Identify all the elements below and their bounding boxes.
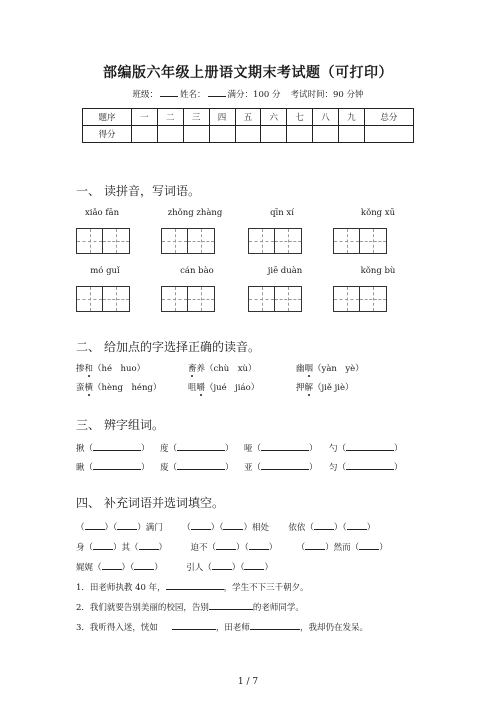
sentence-2 [76,600,304,613]
score-cell[interactable] [287,126,313,143]
section-title: 读拼音，写词语。 [104,184,201,198]
score-cell[interactable] [339,126,365,143]
base-char: 废（ [160,463,178,473]
score-table-row [83,126,414,143]
pinyin-label: xiǎo fān [84,208,120,218]
base-char: 勺（ [329,444,347,454]
section-2-heading [76,338,260,355]
section-3-heading [76,416,164,433]
sentence-text: 1．田老师执教 40 年， [76,583,166,593]
idiom-text: ）（ [121,563,135,573]
answer-blank[interactable] [346,441,394,451]
word-group-item[interactable] [244,460,318,473]
idiom-blank[interactable] [85,520,105,530]
page-title: 部编版六年级上册语文期末考试题（可打印） [103,65,393,81]
idiom-text: ）（ [235,543,249,553]
score-header-cell: 八 [313,109,339,126]
answer-blank[interactable] [177,460,225,470]
word-group-item[interactable] [329,441,403,454]
score-table-header [83,109,414,126]
answer-blank[interactable] [177,441,225,451]
class-blank[interactable] [160,88,178,97]
idiom-text: ） [264,563,273,573]
idiom-text: ） [268,543,278,553]
idiom-blank[interactable] [249,540,269,550]
writing-grid[interactable] [76,286,130,312]
close-paren: ） [141,444,150,454]
writing-grid[interactable] [333,228,387,254]
close-paren: ） [309,444,318,454]
score-header-cell: 总分 [364,109,413,126]
score-header-cell: 五 [235,109,261,126]
idiom-line-1 [76,520,375,533]
idiom-blank[interactable] [134,560,154,570]
reading-options: （hèng héng） [93,383,162,393]
base-char: 度（ [160,444,178,454]
score-cell[interactable] [235,126,261,143]
close-paren: ） [394,463,403,473]
dotted-char: 横 [84,383,94,393]
idiom-blank[interactable] [244,560,264,570]
idiom-text: （ [182,523,191,533]
sentence-text: ，我却仍在发呆。 [299,623,368,633]
dotted-char: 和 [84,364,94,374]
pinyin-label: zhǒng zhàng [167,208,223,218]
section-4-heading [76,494,224,511]
score-header-cell: 九 [339,109,365,126]
score-cell[interactable] [364,126,413,143]
section-number: 一、 [76,184,101,198]
idiom-text: ）（ [104,523,118,533]
section-number: 三、 [76,418,101,432]
idiom-text: ）其（ [113,543,139,553]
score-cell[interactable] [209,126,235,143]
pinyin-label: qīn xí [270,208,294,218]
idiom-blank[interactable] [93,540,113,550]
score-header-cell: 二 [157,109,183,126]
idiom-blank[interactable] [212,560,232,570]
idiom-text: ） [366,523,376,533]
word-group-item[interactable] [76,460,150,473]
score-row-label: 得分 [83,126,132,143]
idiom-text: （ [76,523,85,533]
idiom-text: 迫不（ [190,543,216,553]
name-blank[interactable] [208,88,226,97]
score-header-cell: 六 [261,109,287,126]
idiom-text: （ [296,543,306,553]
idiom-blank[interactable] [305,540,325,550]
writing-grid[interactable] [161,286,215,312]
reading-options: （jué jiáo） [205,383,260,393]
word-group-item[interactable] [244,441,318,454]
idiom-text: ）（ [210,523,224,533]
idiom-blank[interactable] [117,520,137,530]
score-cell[interactable] [157,126,183,143]
base-char: 亚（ [244,463,262,473]
answer-blank[interactable] [261,460,309,470]
writing-grid[interactable] [248,286,302,312]
idiom-text: ） [154,563,163,573]
section-title: 给加点的字选择正确的读音。 [104,340,261,354]
writing-grid[interactable] [248,228,302,254]
sentence-1 [76,580,309,593]
word-group-item[interactable] [160,460,234,473]
idiom-line-2 [76,540,388,553]
reading-item[interactable] [76,362,145,374]
section-title: 辨字组词。 [104,418,165,432]
pinyin-label: kǒng bù [360,266,396,276]
sentence-text: 3．我听得入迷，恍如 [76,623,158,633]
page-number: 1 / 7 [237,677,259,687]
score-cell[interactable] [183,126,209,143]
class-label: 班级： [132,90,159,100]
reading-options: （hé huo） [93,364,146,374]
dotted-char: 解 [304,383,314,393]
close-paren: ） [141,463,150,473]
reading-item[interactable] [188,362,257,374]
score-header-cell: 三 [183,109,209,126]
close-paren: ） [225,444,234,454]
idiom-blank[interactable] [191,520,211,530]
reading-word: 咀嚼 [188,383,206,393]
idiom-text: ） [158,543,168,553]
reading-options: （jiě jiè） [313,383,354,393]
idiom-blank[interactable] [102,560,122,570]
pinyin-label: mó guǐ [90,266,120,276]
idiom-text: ） [379,543,388,553]
reading-item[interactable] [76,381,161,393]
idiom-text: ）相处 [243,523,269,533]
score-header-cell: 题序 [83,109,132,126]
dotted-char: 嚼 [196,383,206,393]
sentence-blank[interactable] [166,580,224,590]
base-char: 匀（ [329,463,347,473]
sentence-text: ，田老师 [215,623,250,633]
sentence-blank[interactable] [172,620,216,630]
reading-item[interactable] [188,381,259,393]
score-cell[interactable] [313,126,339,143]
sentence-3 [76,620,368,633]
writing-grid[interactable] [76,228,130,254]
section-number: 四、 [76,496,101,510]
base-char: 哑（ [244,444,262,454]
score-cell[interactable] [132,126,158,143]
reading-options: （yàn yè） [313,364,364,374]
writing-grid[interactable] [161,228,215,254]
word-group-item[interactable] [329,460,403,473]
close-paren: ） [225,463,234,473]
score-cell[interactable] [261,126,287,143]
section-number: 二、 [76,340,101,354]
dotted-char: 咽 [304,364,314,374]
sentence-blank[interactable] [250,620,300,630]
idiom-text: 身（ [76,543,94,553]
answer-blank[interactable] [93,441,141,451]
idiom-text: ）然而（ [325,543,360,553]
section-title: 补充词语并选词填空。 [104,496,225,510]
reading-word: 掺和 [76,364,94,374]
score-header-cell: 七 [287,109,313,126]
close-paren: ） [309,463,318,473]
pinyin-label: jiē duàn [267,266,303,276]
reading-word: 蛮横 [76,383,94,393]
idiom-blank[interactable] [347,520,367,530]
section-1-heading [76,182,200,199]
idiom-text: 娓娓（ [76,563,102,573]
base-char: 揪（ [76,444,94,454]
idiom-text: ）满门 [137,523,163,533]
score-header-cell: 一 [132,109,158,126]
exam-info [0,88,496,100]
idiom-blank[interactable] [216,540,236,550]
reading-word: 押解 [296,383,314,393]
exam-time: 考试时间：90 分钟 [290,90,364,100]
sentence-blank[interactable] [209,600,253,610]
base-char: 瞅（ [76,463,94,473]
idiom-line-3 [76,560,273,573]
reading-word: 幽咽 [296,364,314,374]
name-label: 姓名： [180,90,206,100]
answer-blank[interactable] [346,460,394,470]
reading-item[interactable] [296,381,354,393]
sentence-text: ，学生不下三千朝夕。 [223,583,309,593]
idiom-text: 依依（ [288,523,314,533]
idiom-blank[interactable] [223,520,243,530]
idiom-text: ）（ [333,523,347,533]
reading-item[interactable] [296,362,364,374]
pinyin-label: kǒng xū [360,208,396,218]
word-group-item[interactable] [160,441,234,454]
score-header-cell: 四 [209,109,235,126]
answer-blank[interactable] [261,441,309,451]
sentence-text: 的老师同学。 [252,603,304,613]
idiom-blank[interactable] [139,540,159,550]
close-paren: ） [394,444,403,454]
reading-word: 畜养 [188,364,206,374]
idiom-blank[interactable] [314,520,334,530]
reading-options: （chù xù） [205,364,257,374]
pinyin-label: cán bào [180,266,214,276]
writing-grid[interactable] [333,286,387,312]
answer-blank[interactable] [93,460,141,470]
dotted-char: 畜 [188,364,197,374]
idiom-text: ）（ [231,563,245,573]
sentence-text: 2．我们就要告别美丽的校园，告别 [76,603,209,613]
idiom-text: 引人（ [186,563,212,573]
score-table [82,108,414,143]
word-group-item[interactable] [76,441,150,454]
idiom-blank[interactable] [359,540,379,550]
full-score: 满分：100 分 [227,90,281,100]
